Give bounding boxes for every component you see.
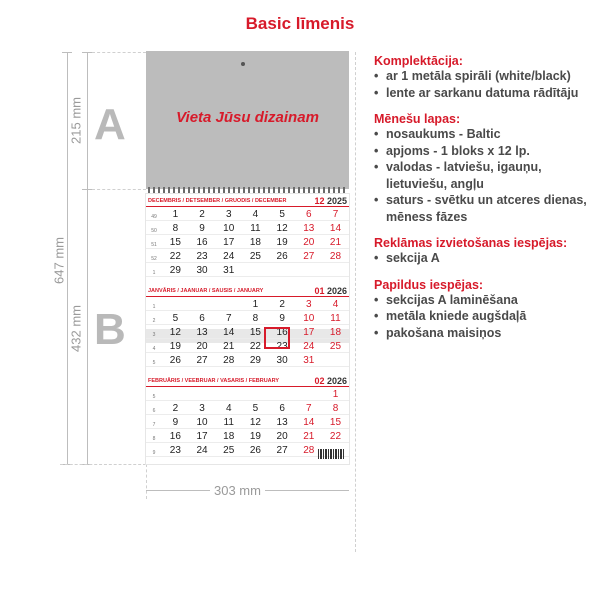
day-cell: 19 [249, 431, 261, 442]
day-cell: 18 [249, 237, 261, 248]
guide-middle [92, 189, 146, 190]
day-cell: 17 [303, 327, 315, 338]
week-number: 8 [152, 436, 156, 442]
day-cell: 16 [169, 431, 181, 442]
week-row [146, 297, 349, 311]
week-number: 6 [152, 408, 156, 414]
month-number: 02 2026 [314, 376, 347, 386]
day-cell: 27 [196, 355, 208, 366]
day-cell: 2 [172, 403, 179, 414]
day-cell: 16 [276, 327, 288, 338]
day-cell: 13 [303, 223, 315, 234]
day-cell: 13 [196, 327, 208, 338]
date-indicator [264, 327, 290, 349]
day-cell: 7 [332, 209, 339, 220]
day-cell: 7 [306, 403, 312, 414]
week-number: 9 [152, 450, 156, 456]
month-year: 2026 [326, 376, 347, 386]
week-number: 4 [152, 346, 156, 352]
day-cell: 8 [172, 223, 179, 234]
day-cell: 6 [279, 403, 285, 414]
day-cell: 1 [172, 209, 179, 220]
day-cell: 23 [196, 251, 208, 262]
day-cell: 30 [196, 265, 208, 276]
day-cell: 15 [249, 327, 261, 338]
month-header [146, 376, 349, 387]
day-cell: 28 [329, 251, 342, 262]
day-cell: 2 [199, 209, 205, 220]
day-cell: 24 [196, 445, 208, 456]
day-cell: 17 [196, 431, 208, 442]
week-row [146, 353, 349, 367]
day-cell: 10 [303, 313, 315, 324]
week-number: 1 [152, 304, 156, 310]
design-placeholder-text: Vieta Jūsu dizainam [176, 109, 319, 126]
month-header [146, 196, 349, 207]
day-cell: 8 [332, 403, 339, 414]
day-cell: 2 [279, 299, 285, 310]
total-top-tick [62, 52, 72, 53]
section-a-top [82, 52, 92, 53]
week-number: 3 [152, 332, 156, 338]
month-header [146, 286, 349, 297]
feature-item: • pakošana maisiņos [374, 325, 596, 342]
month-name: DECEMBRIS / DETSEMBER / GRUODIS / DECEMBER [148, 198, 287, 204]
day-cell: 26 [276, 251, 288, 262]
section-divider-tick [82, 189, 92, 190]
day-cell: 22 [329, 431, 342, 442]
day-cell: 19 [276, 237, 288, 248]
day-cell: 3 [306, 299, 312, 310]
section-title: Papildus iespējas: [374, 277, 484, 292]
week-row [146, 311, 349, 325]
day-cell: 7 [225, 313, 232, 324]
month-block [146, 196, 349, 277]
day-cell: 22 [169, 251, 181, 262]
month-block [146, 286, 349, 367]
day-cell: 21 [303, 431, 315, 442]
day-cell: 21 [223, 341, 235, 352]
section-a-label: A [94, 100, 126, 149]
feature-item: • sekcijas A laminēšana [374, 292, 596, 309]
day-cell: 5 [252, 403, 259, 414]
month-number: 12 2025 [314, 196, 347, 206]
section-title: Mēnešu lapas: [374, 112, 461, 126]
day-cell: 9 [199, 223, 205, 234]
day-cell: 8 [252, 313, 259, 324]
day-cell: 11 [250, 223, 261, 234]
week-number: 5 [152, 394, 156, 400]
month-name: JANVĀRIS / JAANUAR / SAUSIS / JANUARY [148, 288, 264, 294]
week-number: 2 [152, 318, 156, 324]
day-cell: 12 [249, 417, 261, 428]
week-row [146, 387, 349, 401]
feature-item: • apjoms - 1 bloks x 12 lp. [374, 143, 596, 160]
page-title: Basic līmenis [245, 14, 355, 33]
section-title: Komplektācija: [374, 54, 463, 68]
week-row [146, 325, 349, 339]
week-row [146, 263, 349, 277]
day-cell: 16 [196, 237, 208, 248]
day-cell: 27 [276, 445, 288, 456]
day-cell: 31 [223, 265, 235, 276]
month-block [146, 376, 349, 457]
day-cell: 14 [329, 223, 342, 234]
feature-item: • ar 1 metāla spirāli (white/black) [374, 68, 596, 85]
day-cell: 4 [332, 299, 339, 310]
total-height-label: 647 mm [51, 237, 67, 284]
day-cell: 24 [223, 251, 235, 262]
section-height-line [87, 52, 88, 464]
day-cell: 28 [223, 355, 235, 366]
day-cell: 5 [172, 313, 179, 324]
day-cell: 12 [276, 223, 288, 234]
week-row [146, 339, 349, 353]
day-cell: 29 [249, 355, 261, 366]
day-cell: 6 [306, 209, 312, 220]
product-info [374, 54, 596, 341]
week-row [146, 207, 349, 221]
day-cell: 12 [169, 327, 181, 338]
month-number: 01 2026 [314, 286, 347, 296]
day-cell: 17 [223, 237, 235, 248]
feature-item: • sekcija A [374, 250, 596, 267]
month-name: FEBRUĀRIS / VEEBRUAR / VASARIS / FEBRUARY [148, 378, 280, 384]
section-b-label: B [94, 305, 126, 354]
week-row [146, 429, 349, 443]
day-cell: 1 [252, 299, 259, 310]
day-cell: 28 [303, 445, 315, 456]
day-cell: 24 [303, 341, 315, 352]
grid-height-label: 432 mm [68, 305, 84, 352]
month-year: 2025 [326, 196, 347, 206]
feature-item: • valodas - latviešu, igauņu, lietuviešu, angļu [374, 159, 596, 192]
guide-top [92, 52, 146, 53]
week-number: 1 [152, 270, 156, 276]
day-cell: 11 [223, 417, 234, 428]
guide-right [355, 52, 356, 552]
day-cell: 15 [169, 237, 181, 248]
hanging-hole [241, 62, 245, 66]
week-number: 7 [152, 422, 156, 428]
day-cell: 19 [169, 341, 181, 352]
feature-item: • lente ar sarkanu datuma rādītāju [374, 85, 596, 102]
week-number: 49 [151, 214, 157, 220]
week-row [146, 221, 349, 235]
day-cell: 29 [169, 265, 181, 276]
day-cell: 26 [249, 445, 261, 456]
day-cell: 10 [223, 223, 235, 234]
day-cell: 26 [169, 355, 181, 366]
day-cell: 5 [279, 209, 285, 220]
feature-item: • metāla kniede augšdaļā [374, 308, 596, 325]
day-cell: 25 [249, 251, 261, 262]
day-cell: 9 [279, 313, 285, 324]
day-cell: 23 [169, 445, 181, 456]
day-cell: 18 [223, 431, 235, 442]
week-row [146, 401, 349, 415]
week-number: 5 [152, 360, 156, 366]
feature-item: • nosaukums - Baltic [374, 126, 596, 143]
week-number: 50 [151, 228, 157, 234]
week-row [146, 235, 349, 249]
day-cell: 1 [332, 389, 339, 400]
day-cell: 23 [276, 341, 288, 352]
day-cell: 30 [276, 355, 288, 366]
day-cell: 6 [199, 313, 205, 324]
day-cell: 11 [330, 313, 341, 324]
week-number: 51 [151, 242, 157, 248]
day-cell: 31 [303, 355, 315, 366]
week-row [146, 249, 349, 263]
month-year: 2026 [326, 286, 347, 296]
day-cell: 4 [225, 403, 232, 414]
guide-left [146, 464, 147, 499]
feature-item: • saturs - svētku un atceres dienas, mēness fāzes [374, 192, 596, 225]
section-title: Reklāmas izvietošanas iespējas: [374, 236, 568, 250]
guide-bottom [60, 464, 146, 465]
day-cell: 13 [276, 417, 288, 428]
barcode [318, 449, 344, 459]
day-cell: 4 [252, 209, 259, 220]
header-height-label: 215 mm [68, 97, 84, 144]
day-cell: 27 [303, 251, 315, 262]
day-cell: 15 [329, 417, 342, 428]
day-cell: 25 [223, 445, 235, 456]
day-cell: 10 [196, 417, 208, 428]
week-row [146, 415, 349, 429]
day-cell: 20 [196, 341, 208, 352]
day-cell: 14 [223, 327, 235, 338]
day-cell: 20 [303, 237, 315, 248]
day-cell: 14 [303, 417, 315, 428]
day-cell: 25 [329, 341, 342, 352]
day-cell: 20 [276, 431, 288, 442]
width-label: 303 mm [210, 483, 265, 498]
day-cell: 3 [199, 403, 205, 414]
day-cell: 9 [172, 417, 179, 428]
day-cell: 3 [225, 209, 232, 220]
week-number: 52 [151, 256, 157, 262]
day-cell: 18 [329, 327, 342, 338]
day-cell: 22 [249, 341, 261, 352]
day-cell: 21 [329, 237, 342, 248]
